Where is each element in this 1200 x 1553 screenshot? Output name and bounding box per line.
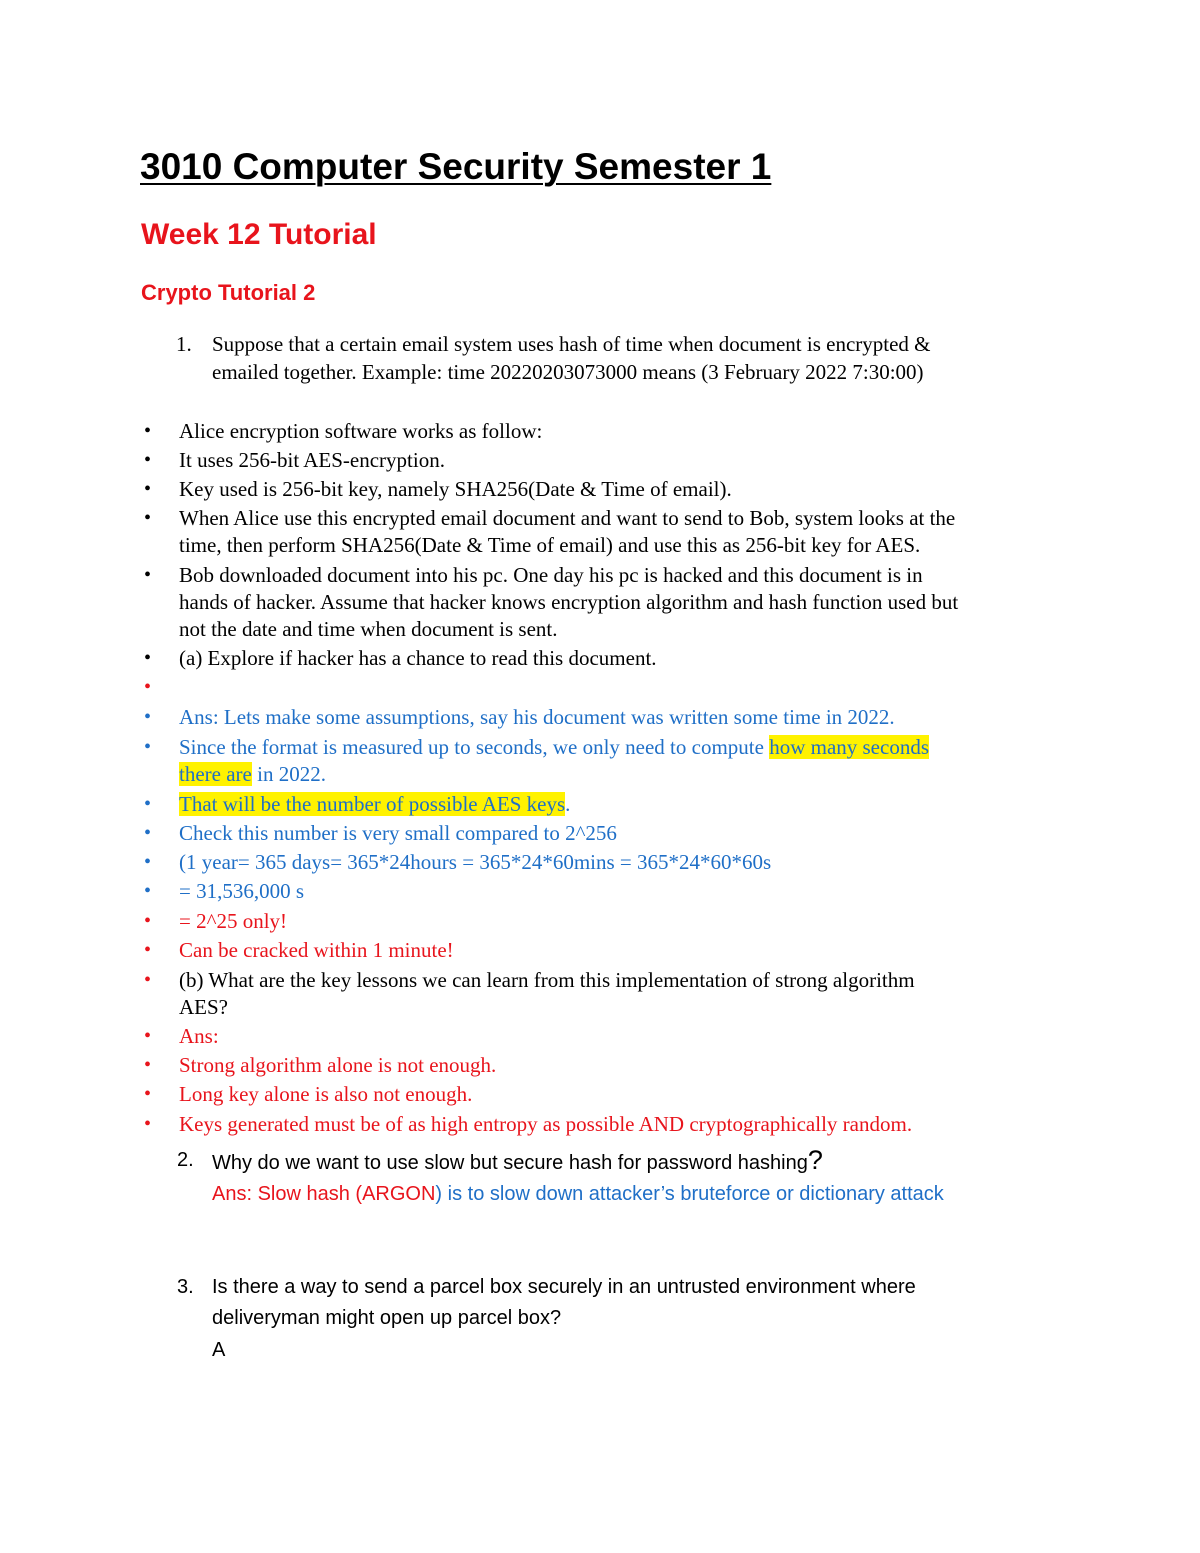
bullet-icon: • <box>144 478 152 500</box>
highlighted-text: how many seconds <box>769 735 929 759</box>
bullet-text: It uses 256-bit AES-encryption. <box>179 448 445 472</box>
text-run: in 2022. <box>251 762 326 786</box>
q1-text-line1: Suppose that a certain email system uses hash of time when document is encrypted & <box>212 332 931 356</box>
bullet-icon: • <box>144 793 152 815</box>
bullet-text <box>179 790 570 818</box>
bullet-icon: • <box>144 420 152 442</box>
bullet-text: When Alice use this encrypted email document and want to send to Bob, system looks at the <box>179 506 956 530</box>
bullet-text: Ans: <box>179 1024 219 1048</box>
highlighted-text: That will be the number of possible AES keys <box>179 792 566 816</box>
bullet-icon: • <box>144 706 152 728</box>
highlighted-text: there are <box>179 762 252 786</box>
q2-answer-rest: ) is to slow down attacker’s bruteforce or dictionary attack <box>435 1183 944 1205</box>
bullet-text: (b) What are the key lessons we can learn from this implementation of strong algorithm <box>179 968 915 992</box>
bullet-icon: • <box>144 647 152 669</box>
q1-number: 1. <box>176 332 192 356</box>
bullet-icon: • <box>144 1083 152 1105</box>
bullet-text: (1 year= 365 days= 365*24hours = 365*24*60mins = 365*24*60*60s <box>179 850 772 874</box>
q2-answer-argon: ARGON <box>362 1183 436 1205</box>
bullet-icon: • <box>144 851 152 873</box>
bullet-text: Bob downloaded document into his pc. One day his pc is hacked and this document is in <box>179 563 923 587</box>
q3-text-line1: Is there a way to send a parcel box securely in an untrusted environment where <box>212 1276 916 1298</box>
bullet-text <box>179 760 326 788</box>
bullet-text: Strong algorithm alone is not enough. <box>179 1053 497 1077</box>
q3-text-line2: deliveryman might open up parcel box? <box>212 1307 562 1329</box>
bullet-text: Can be cracked within 1 minute! <box>179 938 454 962</box>
bullet-icon: • <box>144 1025 152 1047</box>
bullet-text: Alice encryption software works as follow: <box>179 419 543 443</box>
bullet-text: Long key alone is also not enough. <box>179 1082 473 1106</box>
q2-question-mark: ? <box>807 1145 823 1175</box>
bullet-icon: • <box>144 880 152 902</box>
text-run: . <box>565 792 571 816</box>
q2-answer-lead: Ans: Slow hash ( <box>212 1183 363 1205</box>
q2-text <box>212 1144 823 1179</box>
week-heading: Week 12 Tutorial <box>141 218 377 251</box>
bullet-icon: • <box>144 1113 152 1135</box>
bullet-text: hands of hacker. Assume that hacker knows encryption algorithm and hash function used but <box>179 590 959 614</box>
bullet-icon: • <box>144 910 152 932</box>
bullet-icon: • <box>144 449 152 471</box>
q2-number: 2. <box>177 1149 194 1171</box>
bullet-icon: • <box>144 1054 152 1076</box>
bullet-text: (a) Explore if hacker has a chance to read this document. <box>179 646 657 670</box>
bullet-text: = 31,536,000 s <box>179 879 305 903</box>
text-run: Since the format is measured up to seconds, we only need to compute <box>179 735 770 759</box>
bullet-text: time, then perform SHA256(Date & Time of email) and use this as 256-bit key for AES. <box>179 533 921 557</box>
tutorial-subheading: Crypto Tutorial 2 <box>141 280 316 305</box>
bullet-text: Check this number is very small compared to 2^256 <box>179 821 617 845</box>
bullet-icon: • <box>144 939 152 961</box>
bullet-icon: • <box>144 736 152 758</box>
bullet-icon: • <box>144 564 152 586</box>
bullet-text: Keys generated must be of as high entropy as possible AND cryptographically random. <box>179 1112 913 1136</box>
bullet-icon: • <box>144 969 152 991</box>
bullet-icon: • <box>144 822 152 844</box>
document-title: 3010 Computer Security Semester 1 <box>140 146 772 187</box>
bullet-text: Key used is 256-bit key, namely SHA256(Date & Time of email). <box>179 477 732 501</box>
bullet-text: not the date and time when document is sent. <box>179 617 558 641</box>
q2-answer <box>212 1178 944 1210</box>
bullet-text: Ans: Lets make some assumptions, say his document was written some time in 2022. <box>179 705 895 729</box>
q3-answer: A <box>212 1339 226 1361</box>
bullet-icon: • <box>144 676 152 698</box>
q3-number: 3. <box>177 1276 194 1298</box>
bullet-text <box>179 733 929 761</box>
q1-text-line2: emailed together. Example: time 20220203073000 means (3 February 2022 7:30:00) <box>212 360 924 384</box>
bullet-text: = 2^25 only! <box>179 909 288 933</box>
bullet-text: AES? <box>179 995 228 1019</box>
bullet-icon: • <box>144 507 152 529</box>
q2-question: Why do we want to use slow but secure hash for password hashing <box>212 1152 808 1174</box>
